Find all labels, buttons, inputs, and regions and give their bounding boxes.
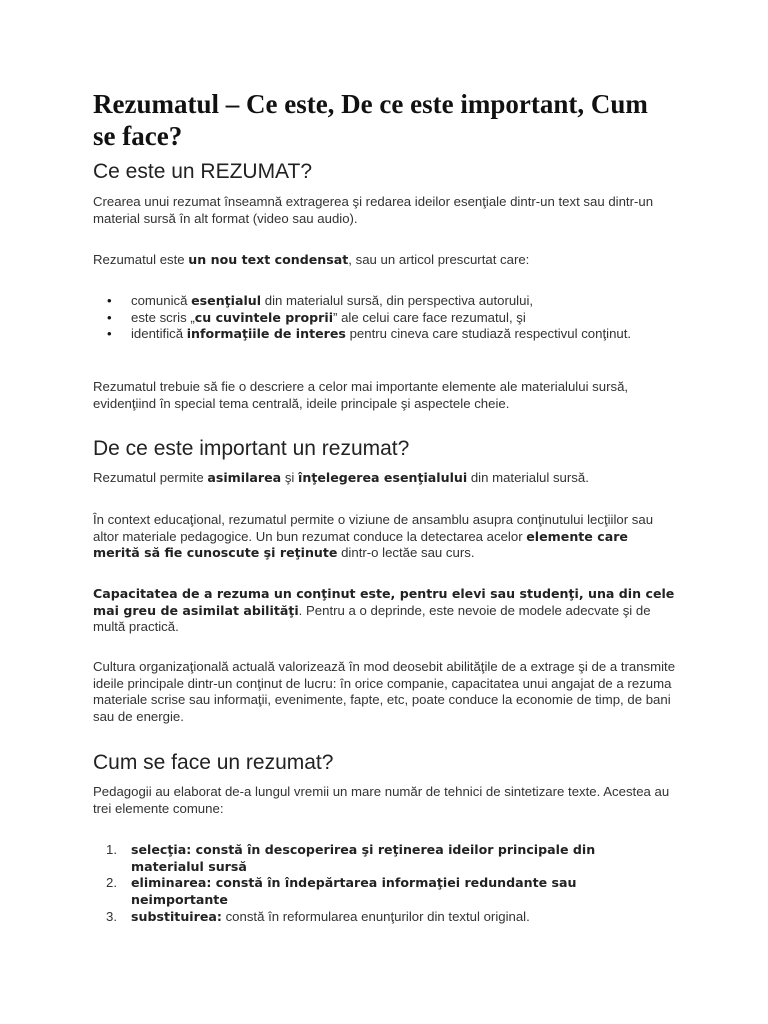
- paragraph-condensed: Rezumatul este un nou text condensat, sau un articol prescurtat care:: [93, 252, 530, 267]
- paragraph-educational: În context educaţional, rezumatul permite o viziune de ansamblu asupra conţinutului lecţiilor sau altor materiale pedagogice. Un bun rezumat conduce la detectarea acelor elemente care merită să fie cunoscute şi reţinute dintr-o lectăe sau curs.: [93, 512, 654, 561]
- list-item: • identifică informaţiile de interes pentru cineva care studiază respectivul conţinut.: [93, 326, 653, 343]
- paragraph-organizational: Cultura organizaţională actuală valorizează în mod deosebit abilităţile de a extrage şi de a transmite ideile principale dintr-un conţinut de lucru: în orice companie, capacitatea unui angajat de a rezuma materiale scrise sau informaţii, evenimente, fapte, etc, poate conduce la economie de timp, de bani sau de energie.: [93, 659, 676, 725]
- section-heading-why: De ce este important un rezumat?: [93, 437, 410, 460]
- list-item: • este scris „cu cuvintele proprii” ale celui care face rezumatul, şi: [93, 310, 653, 327]
- list-item: • comunică esenţialul din materialul sursă, din perspectiva autorului,: [93, 293, 653, 310]
- document-title: Rezumatul – Ce este, De ce este important, Cum se face?: [93, 89, 648, 151]
- list-item: 1. selecţia: constă în descoperirea şi reţinerea ideilor principale din materialul sursă: [106, 842, 596, 874]
- list-item: 2. eliminarea: constă în îndepărtarea informaţiei redundante sau neimportante: [106, 875, 577, 908]
- numbered-list: [93, 842, 638, 926]
- paragraph-definition: Crearea unui rezumat înseamnă extragerea şi redarea ideilor esenţiale dintr-un text sau dintr-un material sursă în alt format (video sau audio).: [93, 194, 654, 226]
- paragraph-techniques: Pedagogii au elaborat de-a lungul vremii un mare număr de tehnici de sintetizare texte. Acestea au trei elemente comune:: [93, 784, 670, 816]
- list-item: 3. substituirea: constă în reformularea enunţurilor din textul original.: [106, 908, 530, 924]
- paragraph-description: Rezumatul trebuie să fie o descriere a celor mai importante elemente ale materialului sursă, evidenţiind în special tema centrală, ideile principale şi aspectele cheie.: [93, 379, 629, 411]
- section-heading-how: Cum se face un rezumat?: [93, 751, 334, 774]
- paragraph-ability: Capacitatea de a rezuma un conţinut este, pentru elevi sau studenţi, una din cele mai greu de asimilat abilităţi. Pentru a o deprinde, este nevoie de modele adecvate şi de multă practică.: [93, 586, 675, 635]
- paragraph-allows: Rezumatul permite asimilarea şi înţelegerea esenţialului din materialul sursă.: [93, 470, 589, 485]
- section-heading-what: Ce este un REZUMAT?: [93, 160, 313, 183]
- bullet-list: [93, 293, 653, 343]
